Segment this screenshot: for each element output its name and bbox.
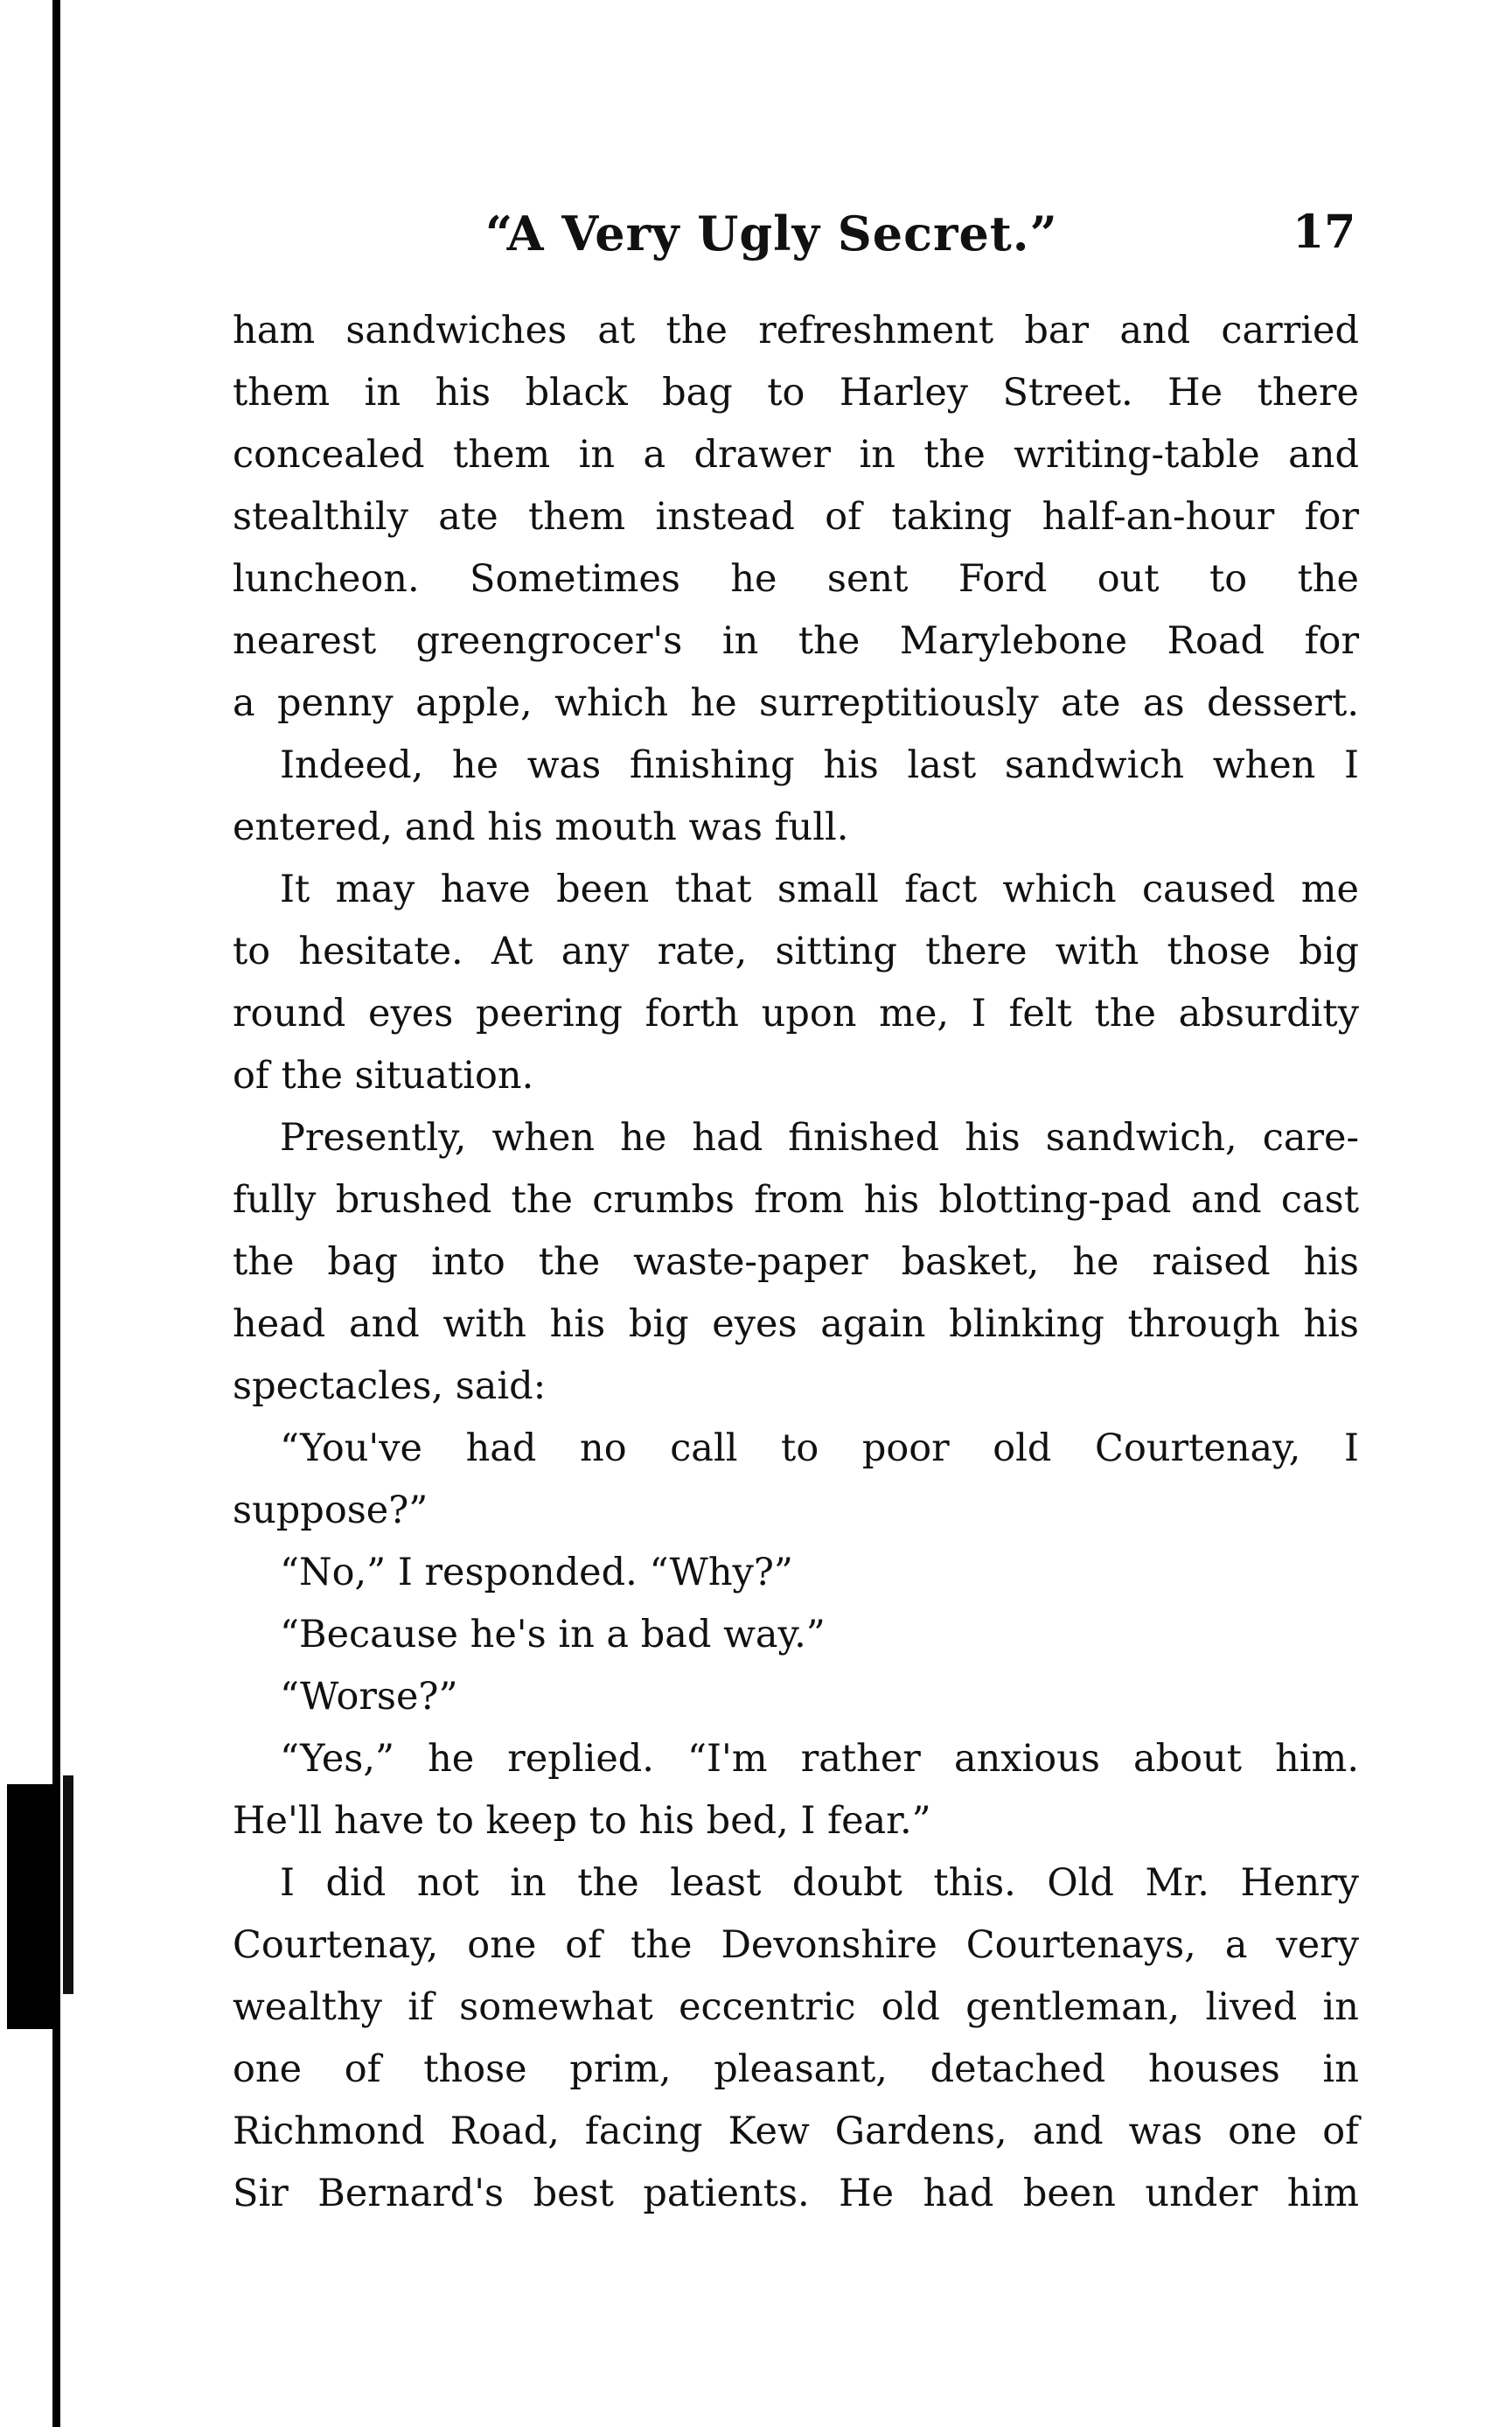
text-line: of the situation. (233, 1054, 534, 1098)
text-line: nearest greengrocer's in the Marylebone Road for (233, 619, 1359, 663)
text-line: Sir Bernard's best patients. He had been under him (233, 2172, 1359, 2215)
text-line: to hesitate. At any rate, sitting there with those big (233, 930, 1359, 973)
text-line: Richmond Road, facing Kew Gardens, and was one of (233, 2110, 1359, 2153)
page-number: 17 (1293, 206, 1356, 259)
text-line: spectacles, said: (233, 1364, 547, 1408)
text-line: “Yes,” he replied. “I'm rather anxious about him. (280, 1737, 1359, 1781)
text-line: entered, and his mouth was full. (233, 806, 849, 849)
text-line: “You've had no call to poor old Courtenay, I (280, 1426, 1359, 1470)
text-line: “No,” I responded. “Why?” (280, 1551, 793, 1594)
text-line: luncheon. Sometimes he sent Ford out to the (233, 557, 1359, 601)
text-line: I did not in the least doubt this. Old Mr. Henry (280, 1861, 1359, 1905)
text-line: concealed them in a drawer in the writing-table and (233, 433, 1359, 477)
text-line: suppose?” (233, 1489, 429, 1532)
text-line: them in his black bag to Harley Street. He there (233, 371, 1359, 415)
page-binding-edge (52, 0, 60, 2427)
text-line: ham sandwiches at the refreshment bar and carried (233, 309, 1359, 352)
text-line: Indeed, he was finishing his last sandwich when I (280, 743, 1359, 787)
running-title: “A Very Ugly Secret.” (485, 206, 1058, 262)
text-line: It may have been that small fact which caused me (280, 868, 1359, 911)
scan-artifact (7, 1784, 52, 2029)
text-line: stealthily ate them instead of taking half-an-hour for (233, 495, 1359, 539)
text-line: round eyes peering forth upon me, I felt the absurdity (233, 992, 1359, 1036)
text-line: Courtenay, one of the Devonshire Courtenays, a very (233, 1923, 1359, 1967)
text-line: He'll have to keep to his bed, I fear.” (233, 1799, 931, 1843)
text-line: wealthy if somewhat eccentric old gentleman, lived in (233, 1985, 1359, 2029)
text-line: fully brushed the crumbs from his blotting-pad and cast (233, 1178, 1359, 1222)
text-line: one of those prim, pleasant, detached houses in (233, 2047, 1359, 2091)
scan-artifact (63, 1775, 73, 1994)
text-line: “Because he's in a bad way.” (280, 1613, 826, 1656)
text-line: head and with his big eyes again blinking through his (233, 1302, 1359, 1346)
page-header (0, 206, 1512, 275)
text-line: Presently, when he had finished his sandwich, care- (280, 1116, 1359, 1160)
text-line: a penny apple, which he surreptitiously ate as dessert. (233, 681, 1359, 725)
body-text (233, 300, 1359, 2225)
text-line: “Worse?” (280, 1675, 458, 1719)
text-line: the bag into the waste-paper basket, he raised his (233, 1240, 1359, 1284)
